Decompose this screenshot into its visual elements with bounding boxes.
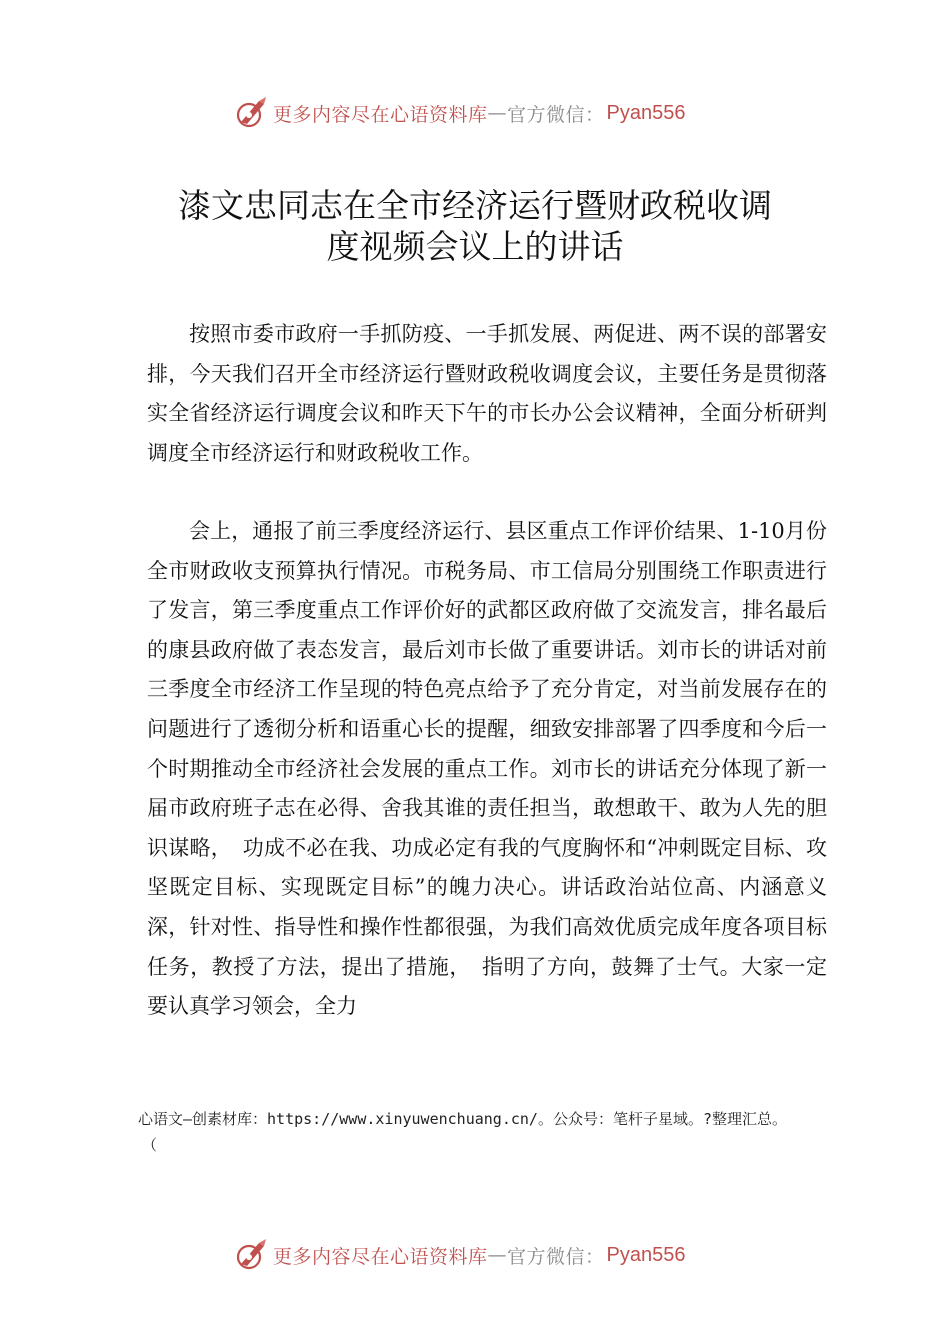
document-title-line-2: 度视频会议上的讲话	[326, 227, 624, 266]
banner-wechat-label: 官方微信：	[507, 1245, 605, 1268]
banner-wechat-label: 官方微信：	[507, 103, 605, 126]
document-title-line-1: 漆文忠同志在全市经济运行暨财政税收调	[178, 186, 772, 225]
banner-separator: —	[487, 102, 508, 124]
banner-wechat-id: Pyan556	[606, 101, 686, 124]
banner-text: 更多内容尽在心语资料库	[273, 103, 488, 126]
pen-quill-logo-icon	[233, 95, 269, 131]
banner-text: 更多内容尽在心语资料库	[273, 1245, 488, 1268]
header-banner	[0, 93, 950, 133]
paragraph-text: 会上，通报了前三季度经济运行、县区重点工作评价结果、1-10月份全市财政收支预算执行情况。市税务局、市工信局分别围绕工作职责进行了发言，第三季度重点工作评价好的武都区政府做了交流发言，排名最后的康县政府做了表态发言，最后刘市长做了重要讲话。刘市长的讲话对前三季度全市经济工作呈现的特色亮点给予了充分肯定，对当前发展存在的问题进行了透彻分析和语重心长的提醒，细致安排部署了四季度和今后一个时期推动全市经济社会发展的重点工作。刘市长的讲话充分体现了新一届市政府班子志在必得、舍我其谁的责任担当，敢想敢干、敢为人先的胆识谋略， 功成不必在我、功成必定有我的气度胸怀和“冲刺既定目标、攻坚既定目标、实现既定目标”的魄力决心。讲话政治站位高、内涵意义深，针对性、指导性和操作性都很强，为我们高效优质完成年度各项目标任务，教授了方法，提出了措施， 指明了方向，鼓舞了士气。大家一定要认真学习领会，全力	[147, 519, 827, 1019]
footer-banner	[0, 1235, 950, 1275]
footer-paren: （	[142, 1136, 158, 1154]
banner-wechat-id: Pyan556	[606, 1243, 686, 1266]
banner-separator: —	[487, 1244, 508, 1266]
paragraph-text: 按照市委市政府一手抓防疫、一手抓发展、两促进、两不误的部署安排，今天我们召开全市经济运行暨财政税收调度会议，主要任务是贯彻落实全省经济运行调度会议和昨天下午的市长办公会议精神，全面分析研判调度全市经济运行和财政税收工作。	[147, 322, 827, 465]
pen-quill-logo-icon	[233, 1237, 269, 1273]
source-footer-note: 心语文—创素材库：https://www.xinyuwenchuang.cn/。公众号：笔杆子星域。?整理汇总。	[138, 1110, 787, 1128]
body-paragraph-1	[147, 315, 827, 473]
body-paragraph-2	[147, 512, 827, 1027]
